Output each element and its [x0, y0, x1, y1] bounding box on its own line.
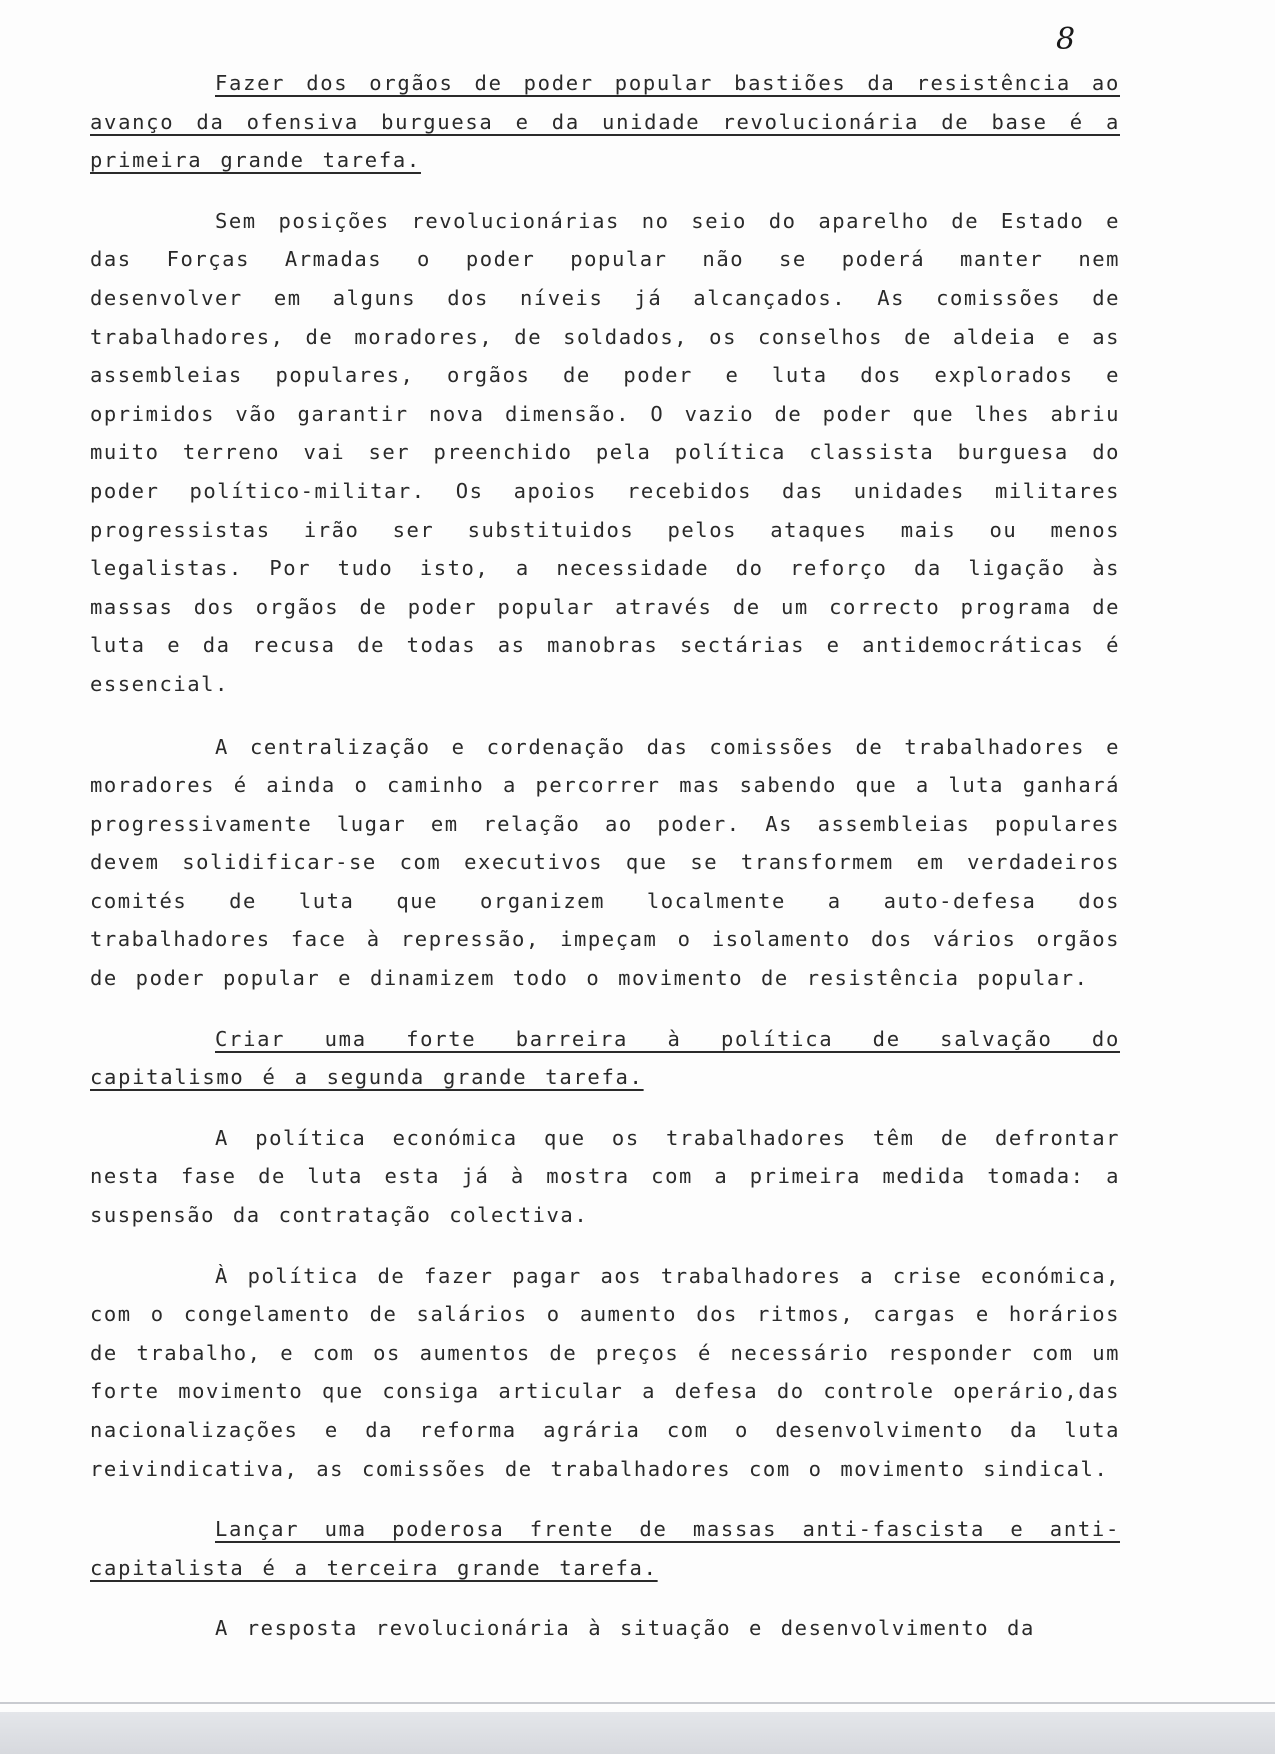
scan-shadow-line — [0, 1702, 1275, 1704]
task-heading-third: Lançar uma poderosa frente de massas anti-fascista e anti-capitalista é a terceira grande tarefa. — [90, 1517, 1120, 1580]
paragraph-revolutionary-positions: Sem posições revolucionárias no seio do aparelho de Estado e das Forças Armadas o poder popular não se poderá manter nem desenvolver em alguns dos níveis já alcançados. As comissões de trabalhadores, de moradores, de soldados, os conselhos de aldeia e as assembleias populares, orgãos de poder e luta dos explorados e oprimidos vão garantir nova dimensão. O vazio de poder que lhes abriu muito terreno vai ser preenchido pela política classista burguesa do poder político-militar. Os apoios recebidos das unidades militares progressistas irão ser substituidos pelos ataques mais ou menos legalistas. Por tudo isto, a necessidade do reforço da ligação às massas dos orgãos de poder popular através de um correcto programa de luta e da recusa de todas as manobras sectárias e antidemocráticas é essencial. — [90, 208, 1120, 696]
paragraph-crisis-response: À política de fazer pagar aos trabalhadores a crise económica, com o congelamento de salários o aumento dos ritmos, cargas e horários de trabalho, e com os aumentos de preços é necessário responder com um forte movimento que consiga articular a defesa do controle operário,das nacionalizações e da reforma agrária com o desenvolvimento da luta reivindicativa, as comissões de trabalhadores com o movimento sindical. — [90, 1263, 1120, 1481]
paragraph-centralization: A centralização e cordenação das comissões de trabalhadores e moradores é ainda o caminho a percorrer mas sabendo que a luta ganhará progressivamente lugar em relação ao poder. As assembleias populares devem solidificar-se com executivos que se transformem em verdadeiros comités de luta que organizem localmente a auto-defesa dos trabalhadores face à repressão, impeçam o isolamento dos vários orgãos de poder popular e dinamizem todo o movimento de resistência popular. — [90, 734, 1120, 991]
paragraph-revolutionary-response: A resposta revolucionária à situação e desenvolvimento da — [215, 1616, 1035, 1641]
page-number: 8 — [1056, 22, 1076, 57]
task-heading-first: Fazer dos orgãos de poder popular bastiões da resistência ao avanço da ofensiva burguesa e da unidade revolucionária de base é a primeira grande tarefa. — [90, 71, 1120, 173]
paragraph-economic-policy: A política económica que os trabalhadores têm de defrontar nesta fase de luta esta já à mostra com a primeira medida tomada: a suspensão da contratação colectiva. — [90, 1125, 1120, 1228]
document-body — [90, 64, 1120, 1648]
task-heading-second: Criar uma forte barreira à política de salvação do capitalismo é a segunda grande tarefa. — [90, 1026, 1120, 1090]
scan-bottom-edge — [0, 1712, 1275, 1754]
